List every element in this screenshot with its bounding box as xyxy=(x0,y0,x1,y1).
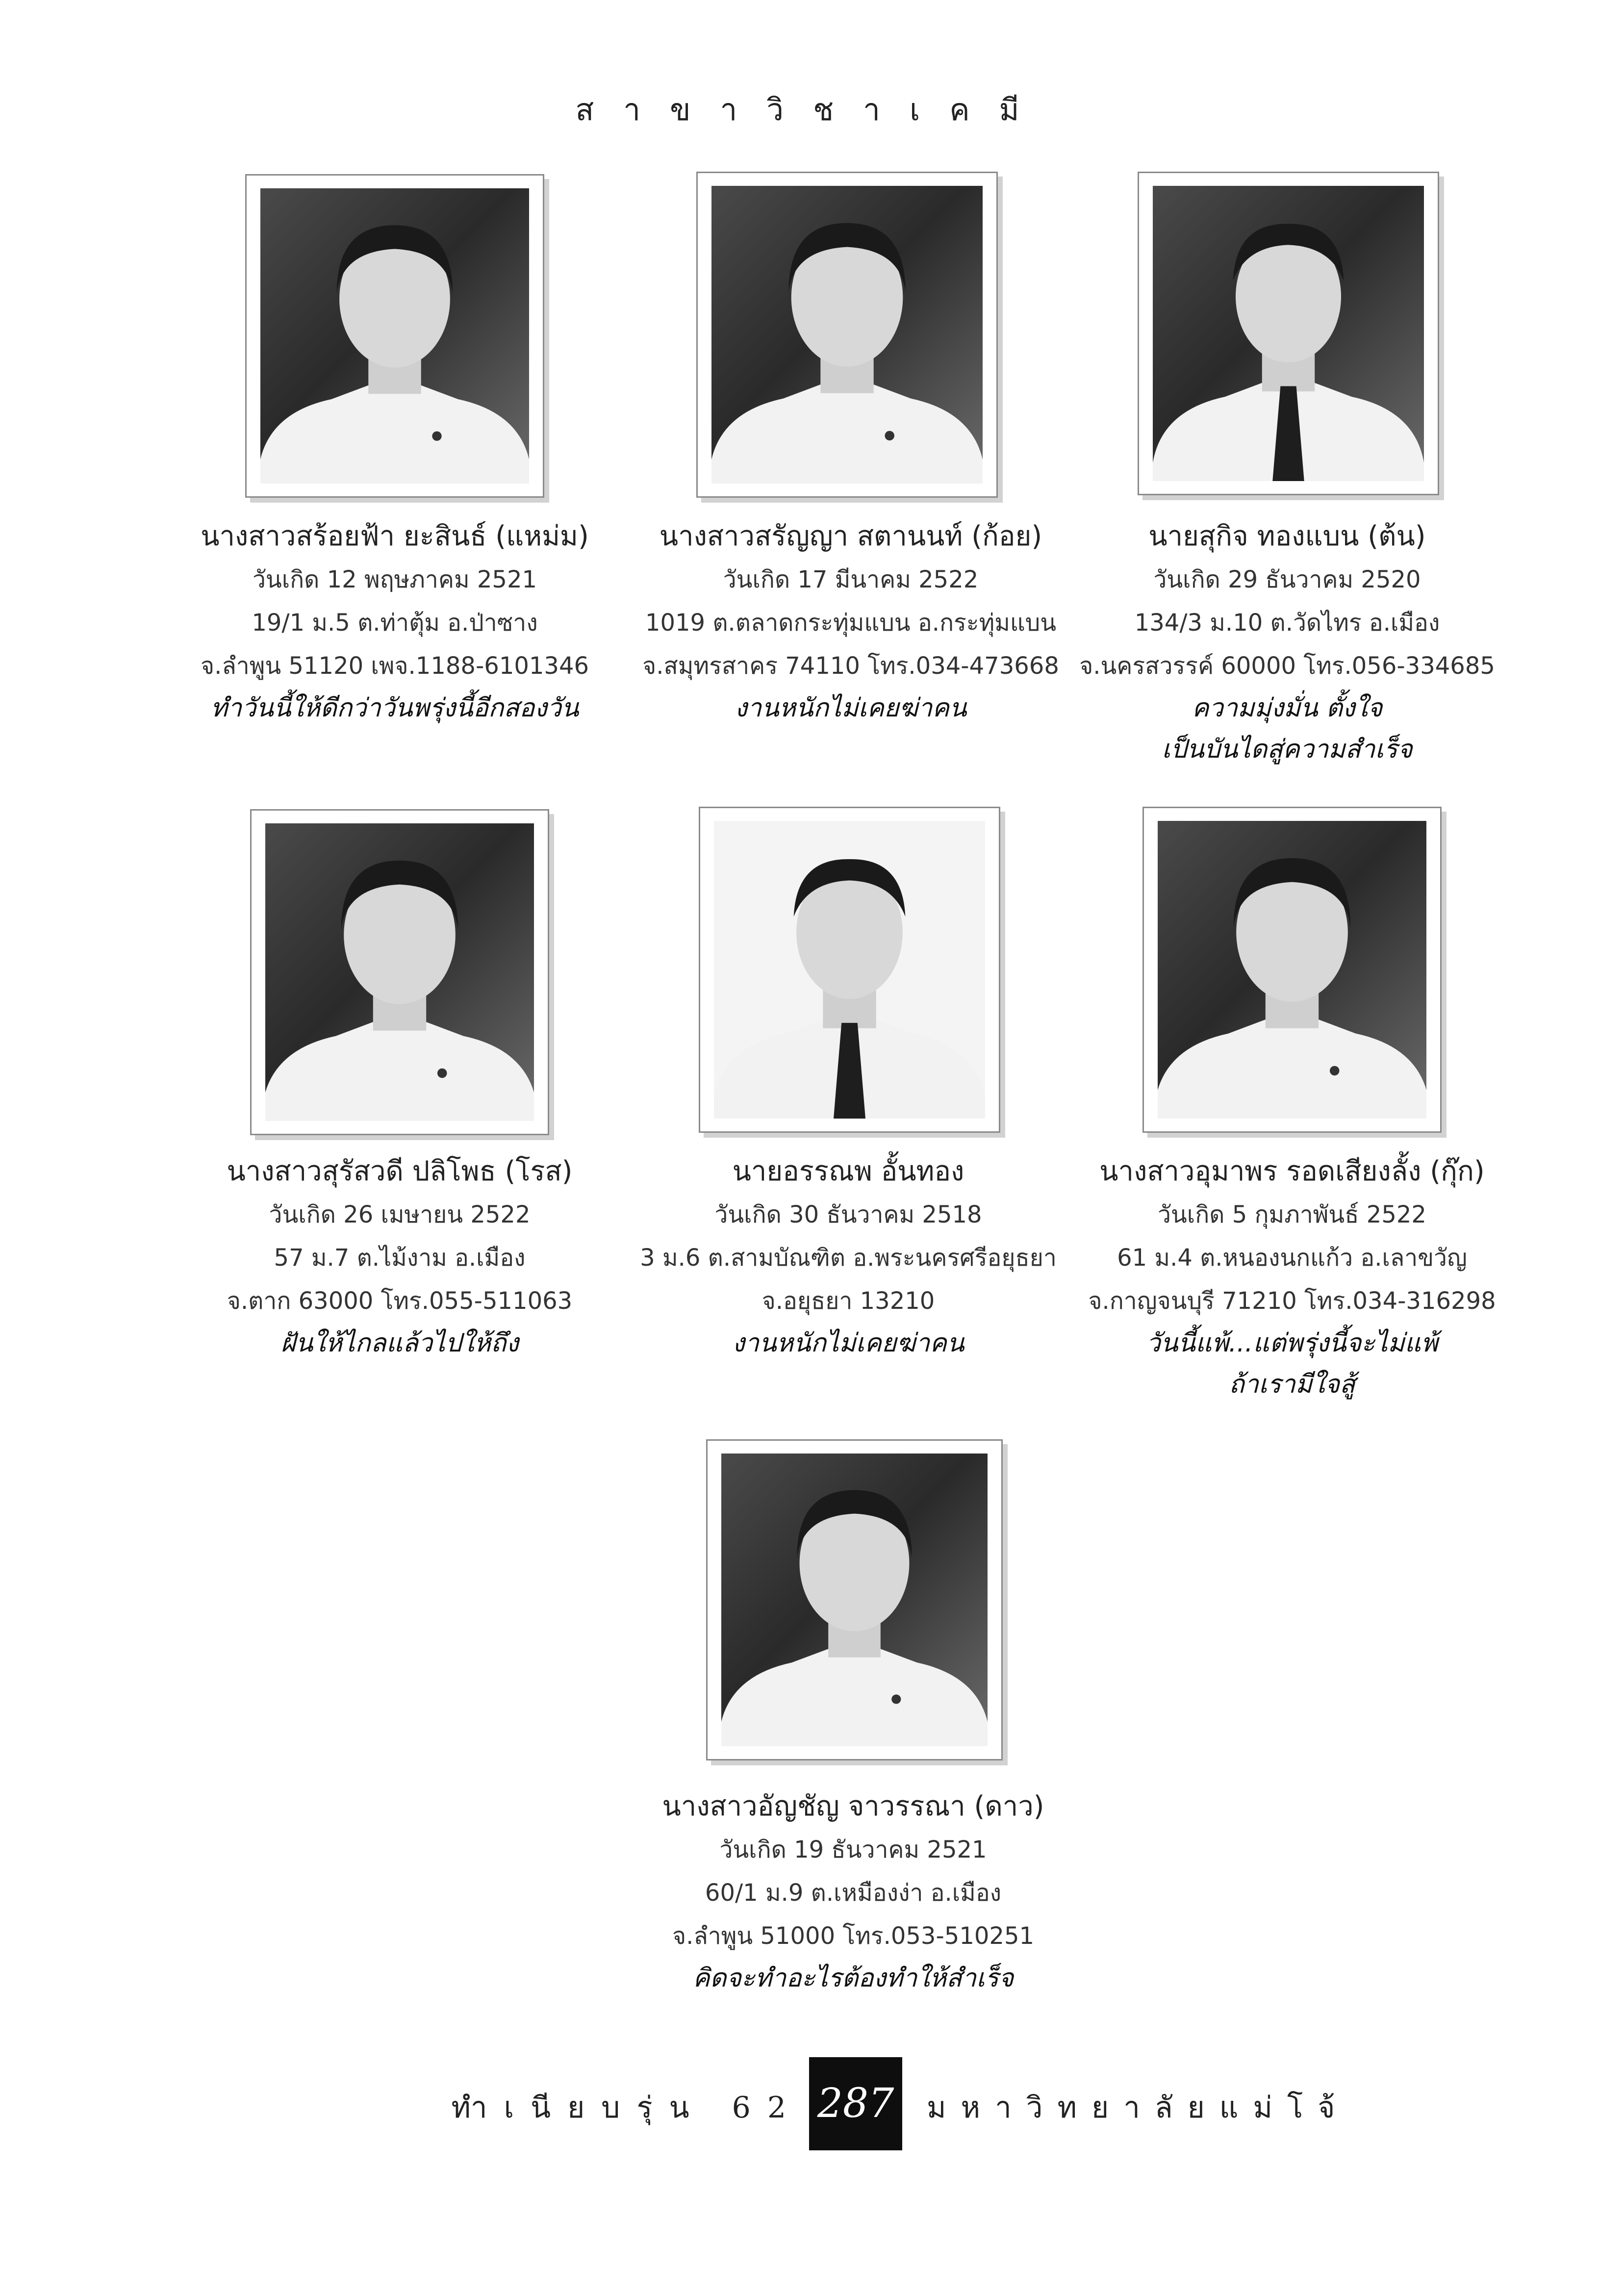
person-birthdate: วันเกิด 12 พฤษภาคม 2521 xyxy=(252,566,537,593)
person-address-line1: 1019 ต.ตลาดกระทุ่มแบน อ.กระทุ่มแบน xyxy=(645,609,1057,637)
person-name: นายสุกิจ ทองแบน (ต้น) xyxy=(1148,520,1426,552)
person-caption xyxy=(167,1150,633,1364)
person-motto: ความมุ่งมั่น ตั้งใจ xyxy=(1192,693,1383,723)
person-name: นางสาวอัญชัญ จาวรรณา (ดาว) xyxy=(662,1790,1044,1822)
person-caption xyxy=(620,1785,1086,1999)
portrait-frame xyxy=(250,809,549,1135)
person-name: นางสาวอุมาพร รอดเสียงลั้ง (กุ๊ก) xyxy=(1099,1155,1485,1187)
section-title: สาขาวิชาเคมี xyxy=(575,92,1049,128)
person-address-line1: 134/3 ม.10 ต.วัดไทร อ.เมือง xyxy=(1134,609,1440,637)
person-address-line2: จ.กาญจนบุรี 71210 โทร.034-316298 xyxy=(1088,1287,1496,1315)
footer-university-name: มหาวิทยาลัยแม่โจ้ xyxy=(927,2091,1350,2125)
portrait-photo xyxy=(265,823,534,1121)
portrait-photo xyxy=(1153,186,1424,481)
person-address-line1: 61 ม.4 ต.หนองนกแก้ว อ.เลาขวัญ xyxy=(1117,1244,1467,1272)
person-address-line2: จ.สมุทรสาคร 74110 โทร.034-473668 xyxy=(642,652,1059,680)
person-motto: วันนี้แพ้...แต่พรุ่งนี้จะไม่แพ้ xyxy=(1146,1328,1438,1358)
person-name: นายอรรณพ อั้นทอง xyxy=(732,1155,964,1187)
person-address-line1: 19/1 ม.5 ต.ท่าตุ้ม อ.ป่าซาง xyxy=(252,609,538,637)
person-address-line1: 57 ม.7 ต.ไม้งาม อ.เมือง xyxy=(274,1244,526,1272)
person-motto: งานหนักไม่เคยฆ่าคน xyxy=(735,693,967,723)
person-motto: ฝันให้ไกลแล้วไปให้ถึง xyxy=(280,1328,519,1358)
portrait-photo xyxy=(714,821,985,1119)
person-motto: เป็นบันไดสู่ความสำเร็จ xyxy=(1162,735,1413,764)
person-address-line2: จ.ลำพูน 51120 เพจ.1188-6101346 xyxy=(200,652,589,680)
portrait-frame xyxy=(245,174,544,498)
page-number: 287 xyxy=(809,2057,902,2150)
person-caption xyxy=(615,1150,1081,1364)
portrait-photo xyxy=(1158,821,1426,1119)
person-motto: คิดจะทำอะไรต้องทำให้สำเร็จ xyxy=(692,1964,1014,1993)
page-footer xyxy=(0,2057,1624,2153)
person-caption xyxy=(1054,515,1520,770)
person-address-line2: จ.อยุธยา 13210 xyxy=(761,1287,935,1315)
person-address-line2: จ.ตาก 63000 โทร.055-511063 xyxy=(227,1287,573,1315)
portrait-frame xyxy=(696,172,998,498)
portrait-photo xyxy=(721,1454,988,1746)
person-address-line1: 60/1 ม.9 ต.เหมืองง่า อ.เมือง xyxy=(705,1879,1002,1907)
person-name: นางสาวสุรัสวดี ปลิโพธ (โรส) xyxy=(227,1155,573,1187)
person-motto: ถ้าเรามีใจสู้ xyxy=(1229,1370,1355,1399)
person-name: นางสาวสร้อยฟ้า ยะสินธ์ (แหม่ม) xyxy=(201,520,589,552)
person-birthdate: วันเกิด 17 มีนาคม 2522 xyxy=(723,566,979,593)
person-birthdate: วันเกิด 5 กุมภาพันธ์ 2522 xyxy=(1158,1201,1426,1228)
person-birthdate: วันเกิด 19 ธันวาคม 2521 xyxy=(719,1836,987,1863)
footer-yearbook-label: ทำเนียบรุ่น 62 xyxy=(451,2091,803,2125)
person-address-line2: จ.ลำพูน 51000 โทร.053-510251 xyxy=(672,1922,1035,1950)
person-birthdate: วันเกิด 29 ธันวาคม 2520 xyxy=(1153,566,1421,593)
portrait-frame xyxy=(1138,172,1439,495)
person-motto: ทำวันนี้ให้ดีกว่าวันพรุ่งนี้อีกสองวัน xyxy=(210,693,579,723)
person-caption xyxy=(162,515,628,729)
person-birthdate: วันเกิด 30 ธันวาคม 2518 xyxy=(714,1201,982,1228)
portrait-photo xyxy=(711,186,983,484)
portrait-frame xyxy=(1142,807,1442,1133)
portrait-frame xyxy=(699,807,1000,1133)
person-caption xyxy=(618,515,1084,729)
person-address-line1: 3 ม.6 ต.สามบัณฑิต อ.พระนครศรีอยุธยา xyxy=(640,1244,1057,1272)
person-motto: งานหนักไม่เคยฆ่าคน xyxy=(732,1328,964,1358)
person-caption xyxy=(1059,1150,1525,1405)
person-address-line2: จ.นครสวรรค์ 60000 โทร.056-334685 xyxy=(1079,652,1495,680)
portrait-frame xyxy=(706,1439,1003,1760)
portrait-photo xyxy=(260,188,529,484)
person-name: นางสาวสรัญญา สตานนท์ (ก้อย) xyxy=(659,520,1042,552)
person-birthdate: วันเกิด 26 เมษายน 2522 xyxy=(269,1201,531,1228)
